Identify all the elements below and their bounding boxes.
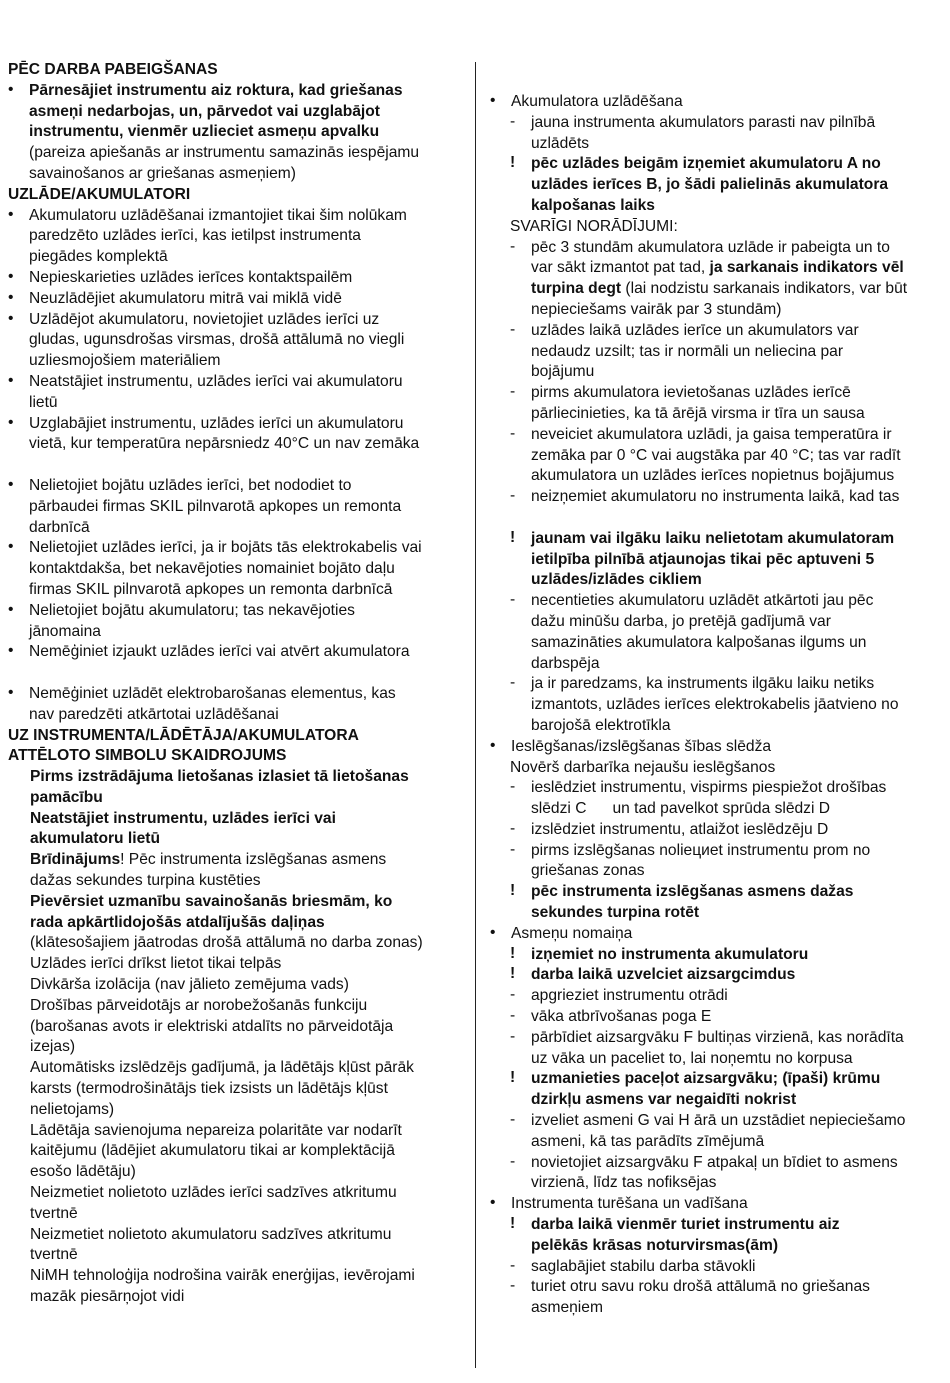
- section-switch: • Ieslēgšanas/izslēgšanas šības slēdža: [490, 737, 946, 758]
- symbol-read-manual: Pirms izstrādājuma lietošanas izlasiet tā lietošanas pamācību: [30, 768, 409, 806]
- symbol-flying-parts: Pievērsiet uzmanību savainošanās briesmām, ko rada apkārtlidojošās atdalījušās daļiņas (klātesošajiem jāatrodas drošā attālumā no darba zonas): [30, 892, 423, 952]
- heading-charging: UZLĀDE/AKUMULATORI: [8, 185, 191, 203]
- list-item: - pārbīdiet aizsargvāku F bultiņas virzienā, kas norādīta uz vāka un paceliet to, lai noņemtu no korpusa: [510, 1027, 904, 1067]
- heading-after-work: PĒC DARBA PABEIGŠANAS: [8, 61, 218, 78]
- symbol-dispose-charger: Neizmetiet nolietoto uzlādes ierīci sadzīves atkritumu tvertnē: [30, 1184, 397, 1222]
- important-notes-label: SVARĪGI NORĀDĪJUMI:: [510, 217, 678, 235]
- list-item: - izveliet asmeni G vai H ārā un uzstādiet nepieciešamo asmeni, kā tas parādīts zīmējumā: [510, 1111, 906, 1150]
- list-item: - pēc 3 stundām akumulatora uzlāde ir pabeigta un to var sākt izmantot pat tad, ja sarkanais indikators vēl turpina degt (lai nodzistu sarkanais indikators, var būt nepieciešams vairāk par 3 stundām): [510, 237, 908, 318]
- list-item: - uzlādes laikā uzlādes ierīce un akumulators var nedaudz uzsilt; tas ir normāli un neliecina par bojājumu: [510, 320, 859, 381]
- list-item: - neveiciet akumulatora uzlādi, ja gaisa temperatūra ir zemāka par 0 °C vai augstāka par 40 °C; tas var radīt akumulatora un uzlādes ierīces nopietnus bojājumus: [510, 424, 901, 485]
- warning-item: ! jaunam vai ilgāku laiku nelietotam akumulatoram ietilpība pilnībā atjaunojas tikai pēc aptuveni 5 uzlādes/izlādes cikliem: [510, 528, 895, 589]
- list-item: - jauna instrumenta akumulators parasti nav pilnībā uzlādēts: [510, 112, 876, 152]
- section-charging: • Akumulatora uzlādēšana: [490, 92, 946, 113]
- section-holding: • Instrumenta turēšana un vadīšana: [490, 1194, 946, 1215]
- section-blade: • Asmeņu nomaiņa: [490, 924, 946, 945]
- warning-item: ! darba laikā vienmēr turiet instrumentu aiz pelēkās krāsas noturvirsmas(ām): [510, 1215, 840, 1254]
- list-item: - neizņemiet akumulatoru no instrumenta laikā, kad tas: [510, 487, 900, 506]
- list-item: • Nemēģiniet izjaukt uzlādes ierīci vai atvērt akumulatora: [8, 642, 466, 663]
- after-work-bullet: • Pārnesājiet instrumentu aiz roktura, kad griešanas asmeņi nedarbojas, un, pārvedot vai uzglabājot instrumentu, vienmēr uzlieciet asmeņu apvalku (pareiza apiešanās ar instrumentu samazinās iespējamu savainošanos ar griešanas asmeņiem): [8, 81, 466, 185]
- warning-item: ! uzmanieties paceļot aizsargvāku; (īpaši) krūmu dzirkļu asmens var negaidīti nokrist: [510, 1069, 881, 1109]
- list-item: - novietojiet aizsargvāku F atpakaļ un bīdiet to asmens virzienā, līdz tas nofiksējas: [510, 1152, 898, 1192]
- list-item: - turiet otru savu roku drošā attālumā no griešanas asmeņiem: [510, 1277, 870, 1317]
- list-item: - saglabājiet stabilu darba stāvokli: [510, 1256, 756, 1275]
- warning-item: ! darba laikā uzvelciet aizsargcimdus: [510, 965, 796, 984]
- list-item: • Nemēģiniet uzlādēt elektrobarošanas elementus, kas nav paredzēti atkārtotai uzlādēšanai: [8, 684, 466, 726]
- list-item: • Nelietojiet bojātu uzlādes ierīci, bet nododiet to pārbaudei firmas SKIL pilnvarotā apkopes un remonta darbnīcā: [8, 476, 466, 538]
- symbol-polarity: Lādētāja savienojuma nepareiza polaritāte var nodarīt kaitējumu (lādējiet akumulatoru tikai ar komplektācijā esošo lādētāju): [30, 1121, 402, 1181]
- list-item: • Uzglabājiet instrumentu, uzlādes ierīci un akumulatoru vietā, kur temperatūra nepārsniedz 40°C un nav zemāka: [8, 414, 466, 456]
- list-item: • Neatstājiet instrumentu, uzlādes ierīci vai akumulatoru lietū: [8, 372, 466, 414]
- symbol-dispose-battery: Neizmetiet nolietoto akumulatoru sadzīves atkritumu tvertnē: [30, 1225, 392, 1264]
- list-item: - pirms izslēgšanas noliециet instrumentu prom no griešanas zonas: [510, 840, 871, 880]
- list-item: • Nelietojiet uzlādes ierīci, ja ir bojāts tās elektrokabelis vai kontaktdakša, bet nekavējoties nomainiet bojāto daļu firmas SKIL pilnvarotā apkopes un remonta darbnīcā: [8, 538, 466, 600]
- list-item: - izslēdziet instrumentu, atlaižot ieslēdzēju D: [510, 819, 829, 838]
- symbol-indoor-only: Uzlādes ierīci drīkst lietot tikai telpās: [30, 955, 282, 973]
- list-item: - pirms akumulatora ievietošanas uzlādes ierīcē pārliecinieties, ka tā ārējā virsma ir tīra un sausa: [510, 383, 865, 422]
- list-item: • Uzlādējot akumulatoru, novietojiet uzlādes ierīci uz gludas, ugunsdrošas virsmas, drošā attālumā no viegli uzliesmojošiem materiāliem: [8, 310, 466, 372]
- symbol-nimh: NiMH tehnoloģija nodrošina vairāk enerģijas, ievērojami mazāk piesārņojot vidi: [30, 1267, 415, 1306]
- left-column: PĒC DARBA PABEIGŠANAS • Pārnesājiet instrumentu aiz roktura, kad griešanas asmeņi nedarbojas, un, pārvedot vai uzglabājot instrumentu, vienmēr uzlieciet asmeņu apvalku (pareiza apiešanās ar instrumentu samazinās iespējamu savainošanos ar griešanas asmeņiem) UZLĀDE/AKUMULATORI • Akumulatoru uzlādēšanai izmantojiet tikai šim nolūkam paredzēto uzlādes ierīci, kas ietilpst instrumenta piegādes komplektā • Nepieskarieties uzlādes ierīces kontaktspailēm • Neuzlādējiet akumulatoru mitrā vai miklā vidē • Uzlādējot akumulatoru, novietojiet uzlādes ierīci uz gludas, ugunsdrošas virsmas, drošā attālumā no viegli uzliesmojošiem materiāliem • Neatstājiet instrumentu, uzlādes ierīci vai akumulatoru lietū • Uzglabājiet instrumentu, uzlādes ierīci un akumulatoru vietā, kur temperatūra nepārsniedz 40°C un nav zemāka • Nelietojiet bojātu uzlādes ierīci, bet nododiet to pārbaudei firmas SKIL pilnvarotā apkopes un remonta darbnīcā • Nelietojiet uzlādes ierīci, ja ir bojāts tās elektrokabelis vai kontaktdakša, bet nekavējoties nomainiet bojāto daļu firmas SKIL pilnvarotā apkopes un remonta darbnīcā • Nelietojiet bojātu akumulatoru; tas nekavējoties jānomaina • Nemēģiniet izjaukt uzlādes ierīci vai atvērt akumulatora • Nemēģiniet uzlādēt elektrobarošanas elementus, kas nav paredzēti atkārtotai uzlādēšanai UZ INSTRUMENTA/LĀDĒTĀJA/AKUMULATORA ATTĒLOTO SIMBOLU SKAIDROJUMS Pirms izstrādājuma lietošanas izlasiet tā lietošanas pamācību Neatstājiet instrumentu, uzlādes ierīci vai akumulatoru lietū Brīdinājums! Pēc instrumenta izslēgšanas asmens dažas sekundes turpina kustēties Pievērsiet uzmanību savainošanās briesmām, ko rada apkārtlidojošās atdalījušās daļiņas (klātesošajiem jāatrodas drošā attālumā no darba zonas) Uzlādes ierīci drīkst lietot tikai telpās Divkārša izolācija (nav jālieto zemējuma vads) Drošības pārveidotājs ar norobežošanās funkciju (barošanas avots ir elektriski atdalīts no pārveidotāja izejas) Automātisks izslēdzējs gadījumā, ja lādētājs kļūst pārāk karsts (termodrošinātājs tiek izsists un lādētājs kļūst nelietojams) Lādētāja savienojuma nepareiza polaritāte var nodarīt kaitējumu (lādējiet akumulatoru tikai ar komplektācijā esošo lādētāju) Neizmetiet nolietoto uzlādes ierīci sadzīves atkritumu tvertnē Neizmetiet nolietoto akumulatoru sadzīves atkritumu tvertnē NiMH tehnoloģija nodrošina vairāk enerģijas, ievērojami mazāk piesārņojot vidi: [8, 60, 466, 1308]
- warning-item: ! izņemiet no instrumenta akumulatoru: [510, 944, 809, 963]
- list-item: • Nelietojiet bojātu akumulatoru; tas nekavējoties jānomaina: [8, 601, 466, 643]
- symbol-no-rain: Neatstājiet instrumentu, uzlādes ierīci vai akumulatoru lietū: [30, 809, 336, 848]
- list-item: - ja ir paredzams, ka instruments ilgāku laiku netiks izmantots, uzlādes ierīces elektrokabelis jāatvieno no barojošā elektrotīkla: [510, 674, 899, 734]
- column-divider: [475, 62, 476, 1368]
- list-item: - vāka atbrīvošanas poga E: [510, 1007, 712, 1026]
- list-item: • Nepieskarieties uzlādes ierīces kontaktspailēm: [8, 268, 466, 289]
- warning-item: ! pēc instrumenta izslēgšanas asmens dažas sekundes turpina rotēt: [510, 882, 854, 922]
- symbol-safety-transformer: Drošības pārveidotājs ar norobežošanās funkciju (barošanas avots ir elektriski atdalīts no pārveidotāja izejas): [30, 996, 394, 1056]
- list-item: • Neuzlādējiet akumulatoru mitrā vai miklā vidē: [8, 289, 466, 310]
- list-item: - ieslēdziet instrumentu, vispirms piespiežot drošības slēdzi C un tad pavelkot sprūda slēdzi D: [510, 778, 887, 818]
- list-item: - necentieties akumulatoru uzlādēt atkārtoti jau pēc dažu minūšu darba, jo pretējā gadījumā var samazināties akumulatora kalpošanas ilgums un darbspēja: [510, 591, 874, 672]
- right-column: • Akumulatora uzlādēšana - jauna instrumenta akumulators parasti nav pilnībā uzlādēts ! pēc uzlādes beigām izņemiet akumulatoru A no uzlādes ierīces B, jo šādi palielinās akumulatora kalpošanas laiks SVARĪGI NORĀDĪJUMI: - pēc 3 stundām akumulatora uzlāde ir pabeigta un to var sākt izmantot pat tad, ja sarkanais indikators vēl turpina degt (lai nodzistu sarkanais indikators, var būt nepieciešams vairāk par 3 stundām) - uzlādes laikā uzlādes ierīce un akumulators var nedaudz uzsilt; tas ir normāli un neliecina par bojājumu - pirms akumulatora ievietošanas uzlādes ierīcē pārliecinieties, ka tā ārējā virsma ir tīra un sausa - neveiciet akumulatora uzlādi, ja gaisa temperatūra ir zemāka par 0 °C vai augstāka par 40 °C; tas var radīt akumulatora un uzlādes ierīces nopietnus bojājumus - neizņemiet akumulatoru no instrumenta laikā, kad tas ! jaunam vai ilgāku laiku nelietotam akumulatoram ietilpība pilnībā atjaunojas tikai pēc aptuveni 5 uzlādes/izlādes cikliem - necentieties akumulatoru uzlādēt atkārtoti jau pēc dažu minūšu darba, jo pretējā gadījumā var samazināties akumulatora kalpošanas ilgums un darbspēja - ja ir paredzams, ka instruments ilgāku laiku netiks izmantots, uzlādes ierīces elektrokabelis jāatvieno no barojošā elektrotīkla • Ieslēgšanas/izslēgšanas šības slēdža Novērš darbarīka nejaušu ieslēgšanos - ieslēdziet instrumentu, vispirms piespiežot drošības slēdzi C un tad pavelkot sprūda slēdzi D - izslēdziet instrumentu, atlaižot ieslēdzēju D - pirms izslēgšanas noliециet instrumentu prom no griešanas zonas ! pēc instrumenta izslēgšanas asmens dažas sekundes turpina rotēt • Asmeņu nomaiņa ! izņemiet no instrumenta akumulatoru ! darba laikā uzvelciet aizsargcimdus - apgrieziet instrumentu otrādi - vāka atbrīvošanas poga E - pārbīdiet aizsargvāku F bultiņas virzienā, kas norādīta uz vāka un paceliet to, lai noņemtu no korpusa ! uzmanieties paceļot aizsargvāku; (īpaši) krūmu dzirkļu asmens var negaidīti nokrist - izveliet asmeni G vai H ārā un uzstādiet nepieciešamo asmeni, kā tas parādīts zīmējumā - novietojiet aizsargvāku F atpakaļ un bīdiet to asmens virzienā, līdz tas nofiksējas • Instrumenta turēšana un vadīšana ! darba laikā vienmēr turiet instrumentu aiz pelēkās krāsas noturvirsmas(ām) - saglabājiet stabilu darba stāvokli - turiet otru savu roku drošā attālumā no griešanas asmeņiem: [490, 92, 946, 1319]
- list-item: - apgrieziet instrumentu otrādi: [510, 986, 728, 1005]
- warning-item: ! pēc uzlādes beigām izņemiet akumulatoru A no uzlādes ierīces B, jo šādi palielinās akumulatora kalpošanas laiks: [510, 154, 889, 214]
- symbol-thermal-fuse: Automātisks izslēdzējs gadījumā, ja lādētājs kļūst pārāk karsts (termodrošinātājs tiek izsists un lādētājs kļūst nelietojams): [30, 1059, 414, 1118]
- list-item: • Akumulatoru uzlādēšanai izmantojiet tikai šim nolūkam paredzēto uzlādes ierīci, kas ietilpst instrumenta piegādes komplektā: [8, 206, 466, 268]
- symbol-double-insulation: Divkārša izolācija (nav jālieto zemējuma vads): [30, 976, 349, 994]
- heading-symbols: UZ INSTRUMENTA/LĀDĒTĀJA/AKUMULATORA: [8, 726, 359, 744]
- symbol-warning: Brīdinājums! Pēc instrumenta izslēgšanas asmens dažas sekundes turpina kustēties: [30, 851, 387, 890]
